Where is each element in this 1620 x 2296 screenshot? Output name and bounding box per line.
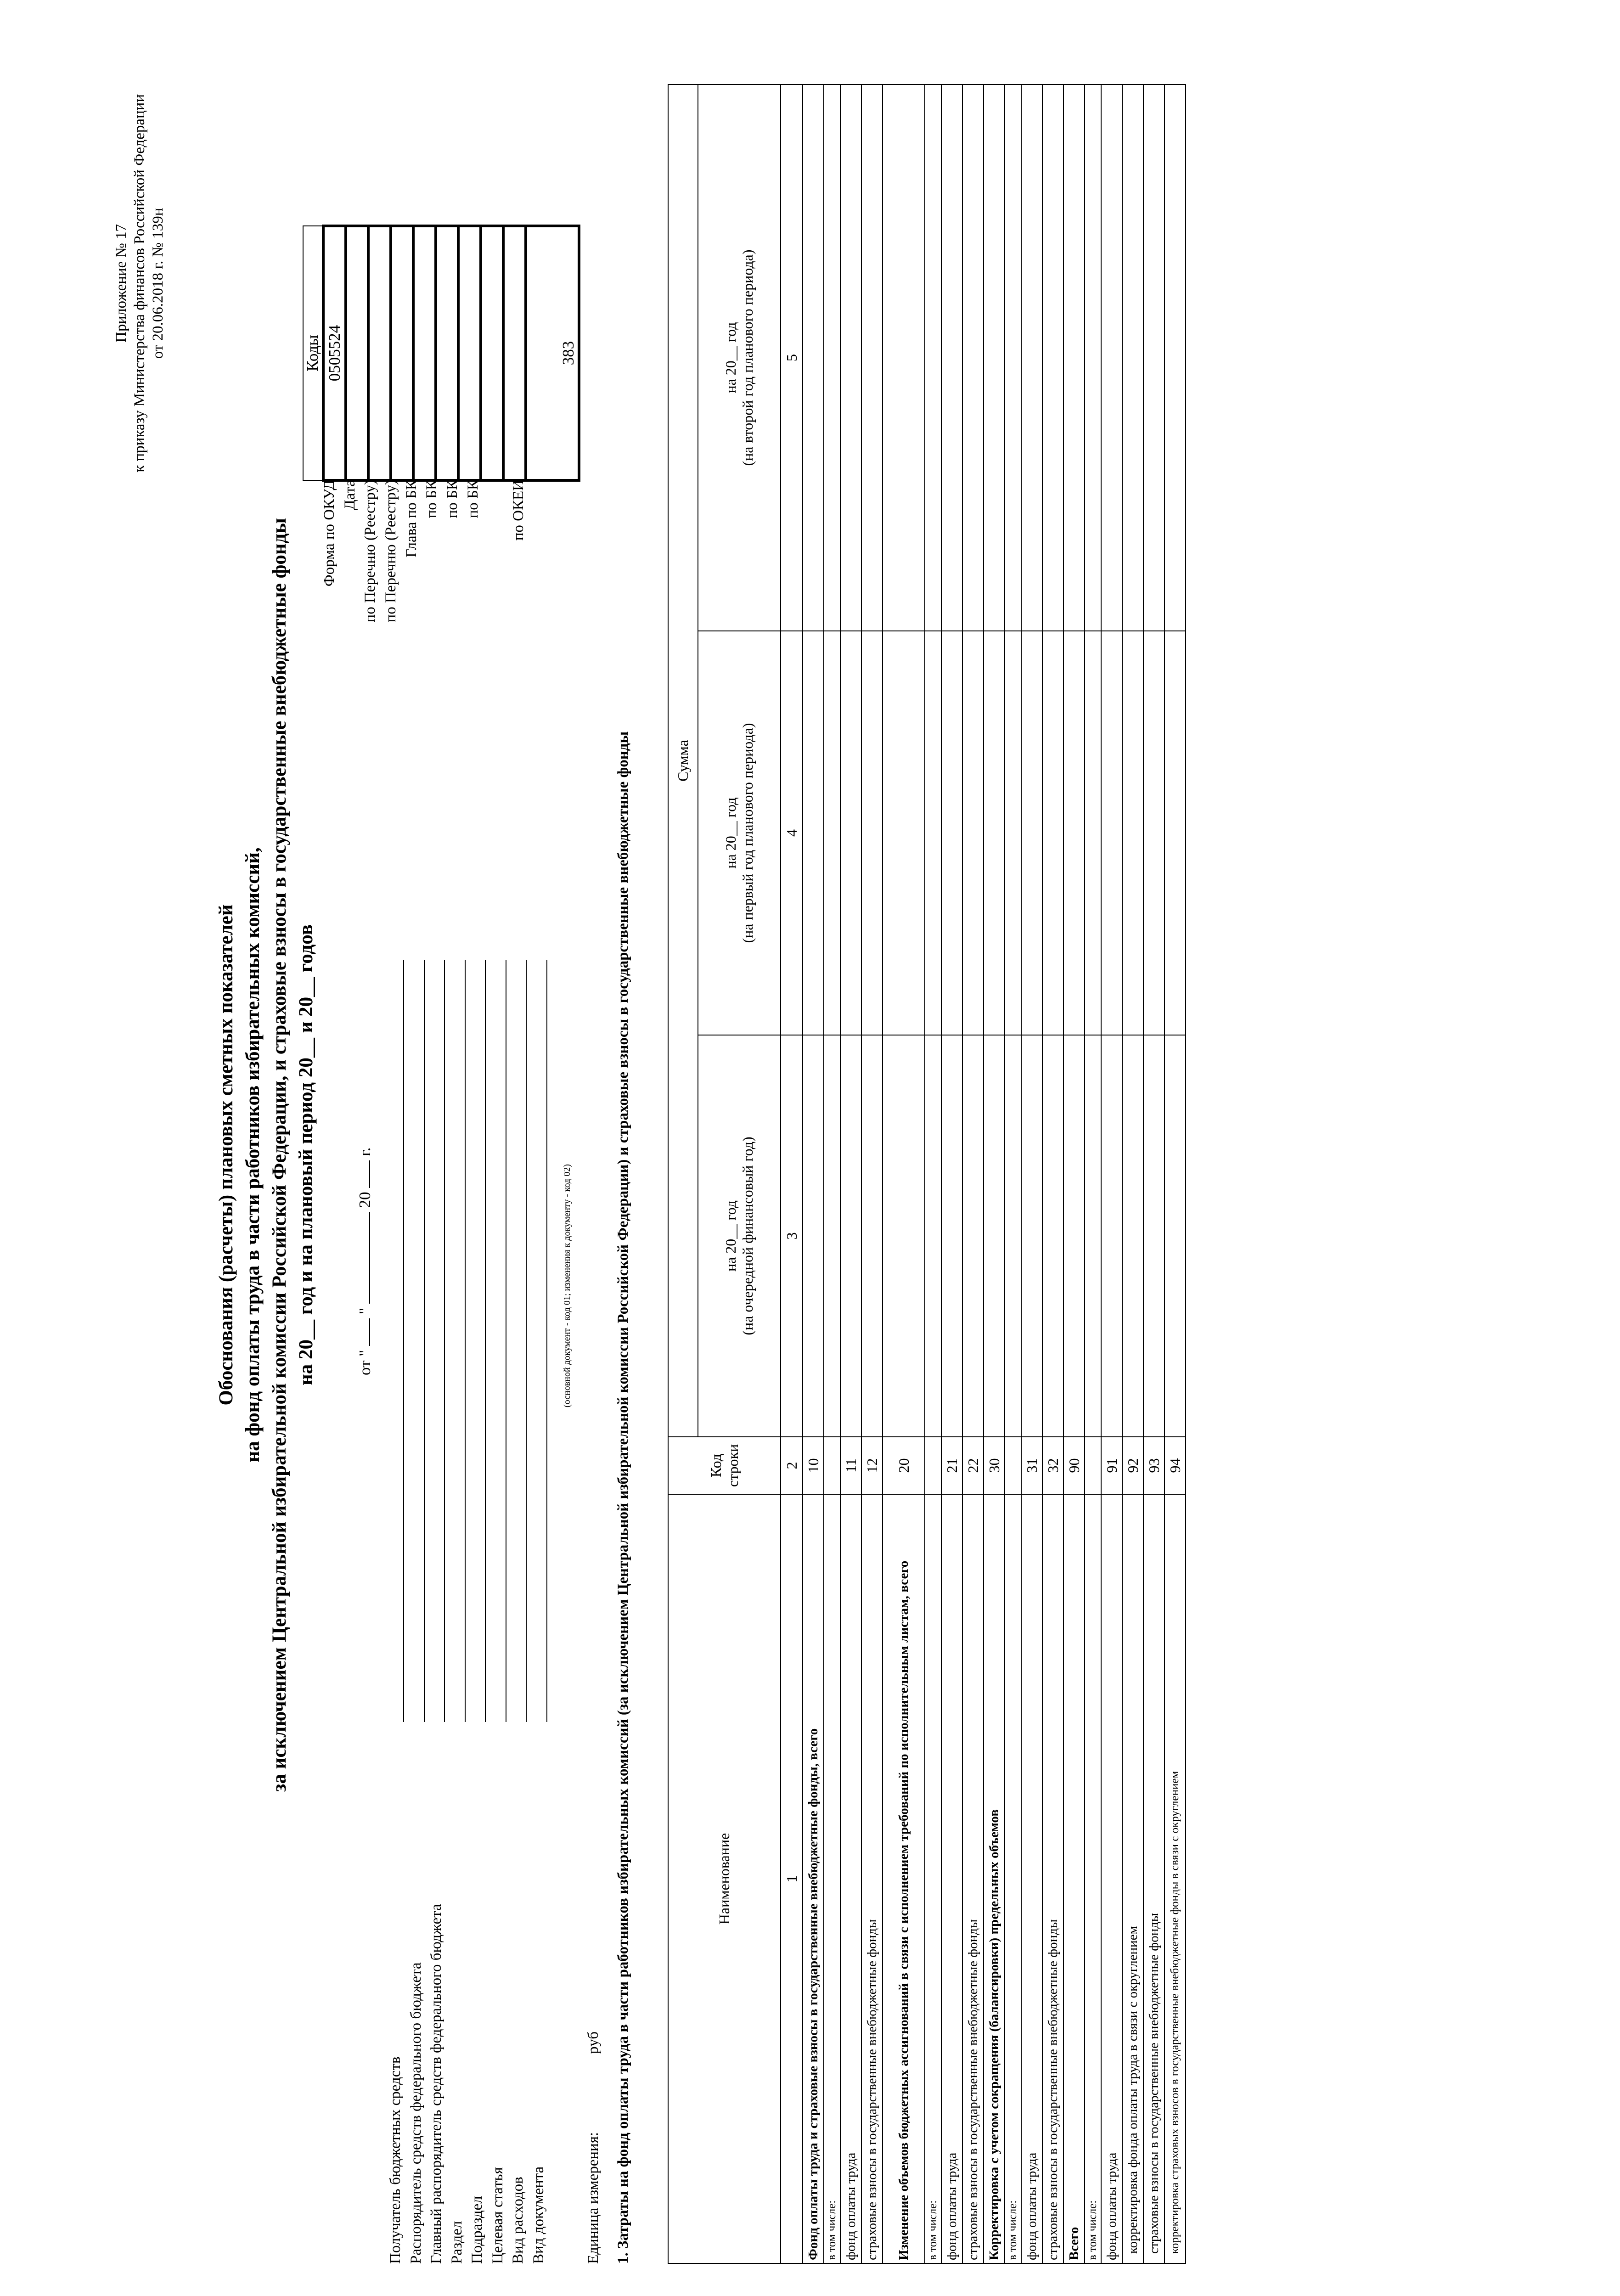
year3-sublabel: (на второй год планового периода) [739,249,756,466]
table-row [984,84,1005,2263]
row-name: в том числе: [1085,1494,1101,2263]
year2-label: на 20__ год [722,797,739,869]
code-registry-2[interactable] [391,226,413,480]
codes-table [303,225,580,482]
table-row [1063,84,1085,2263]
row-code: 31 [1021,1437,1042,1494]
col-header-year2 [698,631,781,1035]
table-row [1042,84,1063,2263]
title-line-4: на 20__ год и на плановый период 20__ и 20__ годов [295,924,317,1385]
code-label: по Перечню (Реестру) [382,480,399,623]
code-label [484,480,504,622]
sum-cell-year1[interactable] [1164,1035,1186,1437]
row-name: Фонд оплаты труда и страховые взносы в государственные внебюджетные фонды, всего [803,1494,824,2263]
code-okud[interactable]: 0505524 [323,226,346,480]
title-line-2: на фонд оплаты труда в части работников избирательных комиссий, [242,847,264,1463]
table-row [1122,84,1143,2263]
header-fields [385,1904,549,2264]
col-header-year3 [698,84,781,631]
sum-cell-year1[interactable] [1101,1035,1122,1437]
header-field-label: Получатель бюджетных средств [387,2056,404,2264]
sum-cell-year3[interactable] [941,84,962,631]
sum-cell-year2[interactable] [883,631,925,1035]
header-field-label: Вид документа [530,2166,547,2264]
sum-cell-year1[interactable] [1021,1035,1042,1437]
unit-value: руб [585,2032,602,2054]
sum-cell-year3[interactable] [1021,84,1042,631]
header-field-label: Вид расходов [510,2177,526,2264]
row-name: корректировка фонда оплаты труда в связи с округлением [1122,1494,1143,2263]
row-code: 20 [883,1437,925,1494]
date-century: 20 [356,1192,374,1208]
title-line-3: за исключением Центральной избирательной комиссии Российской Федерации, и страховые взносы в государственные внебюджетные фонды [269,518,290,1792]
sum-cell-year3[interactable] [1085,84,1101,631]
code-label: по БК [444,480,461,518]
code-label: Дата [341,480,358,510]
code-label: по ОКЕИ [510,480,527,541]
year3-label: на 20__ год [722,322,739,394]
sum-cell-year3[interactable] [925,84,941,631]
sum-cell-year3[interactable] [984,84,1005,631]
row-name: Всего [1063,1494,1085,2263]
sum-cell-year1[interactable] [1085,1035,1101,1437]
sum-cell-year3[interactable] [1122,84,1143,631]
table-row [1085,84,1101,2263]
sum-cell-year3[interactable] [962,84,984,631]
table-row [861,84,883,2263]
header-field-input-line[interactable] [485,960,486,1722]
year1-label: на 20__ год [722,1200,739,1272]
appendix-line-1: Приложение № 17 [113,224,129,343]
sum-cell-year1[interactable] [1042,1035,1063,1437]
header-field-label: Распорядитель средств федерального бюджета [407,1962,424,2264]
table-row [1101,84,1122,2263]
code-registry-1[interactable] [368,226,391,480]
sum-cell-year2[interactable] [1063,631,1085,1035]
header-field-input-line[interactable] [403,960,404,1722]
table-row [925,84,941,2263]
sum-cell-year1[interactable] [1005,1035,1021,1437]
row-code [925,1437,941,1494]
sum-cell-year3[interactable] [840,84,861,631]
row-name: страховые взносы в государственные внебюджетные фонды [962,1494,984,2263]
sum-cell-year2[interactable] [962,631,984,1035]
col-number-4: 4 [781,631,803,1035]
header-field [385,1904,406,2264]
sum-cell-year2[interactable] [840,631,861,1035]
date-mid: " [356,1307,374,1315]
table-row [1143,84,1164,2263]
costs-table [668,84,1186,2264]
row-code: 32 [1042,1437,1063,1494]
sum-cell-year2[interactable] [941,631,962,1035]
sum-cell-year2[interactable] [824,631,840,1035]
row-name: в том числе: [1005,1494,1021,2263]
unit-of-measure [585,2032,602,2264]
unit-label: Единица измерения: [585,2132,602,2264]
header-field [426,1904,447,2264]
table-row [941,84,962,2263]
col-number-2: 2 [781,1437,803,1494]
table-row [962,84,984,2263]
sum-cell-year1[interactable] [803,1035,824,1437]
sum-cell-year2[interactable] [984,631,1005,1035]
row-code: 30 [984,1437,1005,1494]
date-year-blank[interactable] [355,1160,370,1188]
code-label: Глава по БК [403,480,420,558]
header-field-input-line[interactable] [465,960,466,1722]
sum-cell-year2[interactable] [1021,631,1042,1035]
row-name: фонд оплаты труда [941,1494,962,2263]
date-year-suffix: г. [356,1147,374,1156]
row-name: Изменение объемов бюджетных ассигнований в связи с исполнением требований по исполнительным листам, всего [883,1494,925,2263]
sum-cell-year2[interactable] [1101,631,1122,1035]
sum-cell-year2[interactable] [861,631,883,1035]
table-row [1164,84,1186,2263]
code-bk-2[interactable] [458,226,481,480]
row-name: страховые взносы в государственные внебюджетные фонды [1042,1494,1063,2263]
code-okei[interactable]: 383 [526,226,579,480]
header-field-input-line[interactable] [444,960,445,1722]
sum-cell-year1[interactable] [984,1035,1005,1437]
row-code: 10 [803,1437,824,1494]
header-field-label: Подраздел [469,2196,485,2264]
sum-cell-year3[interactable] [1143,84,1164,631]
table-row [803,84,824,2263]
codes-labels [319,480,529,622]
sum-cell-year2[interactable] [925,631,941,1035]
sum-cell-year1[interactable] [941,1035,962,1437]
col-header-name: Наименование [668,1494,781,2263]
header-field [406,1904,427,2264]
row-name: Корректировка с учетом сокращения (балансировки) предельных объемов [984,1494,1005,2263]
date-day-blank[interactable] [355,1318,370,1346]
code-label: Форма по ОКУД [321,480,338,587]
row-name: страховые взносы в государственные внебюджетные фонды [1143,1494,1164,2263]
row-name: фонд оплаты труда [840,1494,861,2263]
sum-cell-year2[interactable] [1085,631,1101,1035]
col-number-5: 5 [781,84,803,631]
row-code: 22 [962,1437,984,1494]
header-field-input-line[interactable] [526,960,527,1722]
doc-type-note: (основной документ - код 01; изменения к документу - код 02) [562,1164,572,1407]
header-field [447,1904,467,2264]
sum-cell-year2[interactable] [1164,631,1186,1035]
header-field [529,1904,549,2264]
sum-cell-year3[interactable] [803,84,824,631]
sum-cell-year1[interactable] [840,1035,861,1437]
sum-cell-year1[interactable] [861,1035,883,1437]
col-number-3: 3 [781,1035,803,1437]
sum-cell-year3[interactable] [1101,84,1122,631]
appendix-note [112,94,167,473]
sum-cell-year3[interactable] [1063,84,1085,631]
header-field-label: Главный распорядитель средств федерального бюджета [428,1904,444,2264]
table-row [1021,84,1042,2263]
sum-cell-year1[interactable] [1063,1035,1085,1437]
sum-cell-year3[interactable] [824,84,840,631]
row-code [1085,1437,1101,1494]
codes-header: Коды [303,226,323,480]
row-code: 11 [840,1437,861,1494]
row-name: фонд оплаты труда [1101,1494,1122,2263]
row-code: 12 [861,1437,883,1494]
form-page [2,2,1618,2296]
code-label: по БК [423,480,440,518]
code-date[interactable] [346,226,368,480]
sum-cell-year1[interactable] [925,1035,941,1437]
sum-cell-year1[interactable] [1143,1035,1164,1437]
date-prefix: от " [356,1350,374,1375]
sum-cell-year2[interactable] [1005,631,1021,1035]
title-line-1: Обоснования (расчеты) плановых сметных показателей [215,904,237,1406]
sum-cell-year1[interactable] [824,1035,840,1437]
table-row [824,84,840,2263]
row-name: фонд оплаты труда [1021,1494,1042,2263]
date-line [355,1148,374,1375]
code-bk-3[interactable] [481,226,503,480]
sum-cell-year2[interactable] [1122,631,1143,1035]
sum-cell-year1[interactable] [883,1035,925,1437]
row-code: 92 [1122,1437,1143,1494]
header-field-input-line[interactable] [424,960,425,1722]
col-header-year1 [698,1035,781,1437]
row-code: 94 [1164,1437,1186,1494]
year2-sublabel: (на первый год планового периода) [739,723,756,943]
code-label: по БК [464,480,481,518]
sum-cell-year1[interactable] [1122,1035,1143,1437]
appendix-line-3: от 20.06.2018 г. № 139н [150,208,166,359]
header-field-input-line[interactable] [546,960,547,1722]
row-name: корректировка страховых взносов в государственные внебюджетные фонды в связи с округлением [1164,1494,1186,2263]
header-field [508,1904,529,2264]
sum-cell-year3[interactable] [861,84,883,631]
sum-cell-year2[interactable] [1143,631,1164,1035]
sum-cell-year1[interactable] [962,1035,984,1437]
code-doc-type[interactable] [503,226,526,480]
code-label: по Перечню (Реестру) [362,480,379,623]
section-title: 1. Затраты на фонд оплаты труда в части работников избирательных комиссий (за исключением Центральной избирательной комиссии Российской Федерации) и страховые взносы в государственные внебюджетные фонды [615,731,631,2264]
appendix-line-2: к приказу Министерства финансов Российской Федерации [131,94,148,473]
table-row [840,84,861,2263]
sum-cell-year3[interactable] [883,84,925,631]
row-code: 93 [1143,1437,1164,1494]
table-row [1005,84,1021,2263]
header-field-label: Раздел [448,2221,465,2264]
year1-sublabel: (на очередной финансовый год) [739,1137,756,1335]
code-chapter-bk[interactable] [413,226,436,480]
header-field [467,1904,488,2264]
code-bk-1[interactable] [436,226,458,480]
header-field [488,1904,508,2264]
row-code [824,1437,840,1494]
row-code [1005,1437,1021,1494]
row-code: 91 [1101,1437,1122,1494]
col-header-sum: Сумма [668,84,698,1437]
col-header-code: Код строки [668,1437,781,1494]
row-name: страховые взносы в государственные внебюджетные фонды [861,1494,883,2263]
sum-cell-year3[interactable] [1042,84,1063,631]
row-code: 90 [1063,1437,1085,1494]
sum-cell-year3[interactable] [1005,84,1021,631]
header-field-label: Целевая статья [489,2167,506,2264]
date-month-blank[interactable] [355,1212,370,1304]
sum-cell-year2[interactable] [803,631,824,1035]
row-code: 21 [941,1437,962,1494]
sum-cell-year3[interactable] [1164,84,1186,631]
table-row [883,84,925,2263]
sum-cell-year2[interactable] [1042,631,1063,1035]
row-name: в том числе: [824,1494,840,2263]
row-name: в том числе: [925,1494,941,2263]
col-number-1: 1 [781,1494,803,2263]
